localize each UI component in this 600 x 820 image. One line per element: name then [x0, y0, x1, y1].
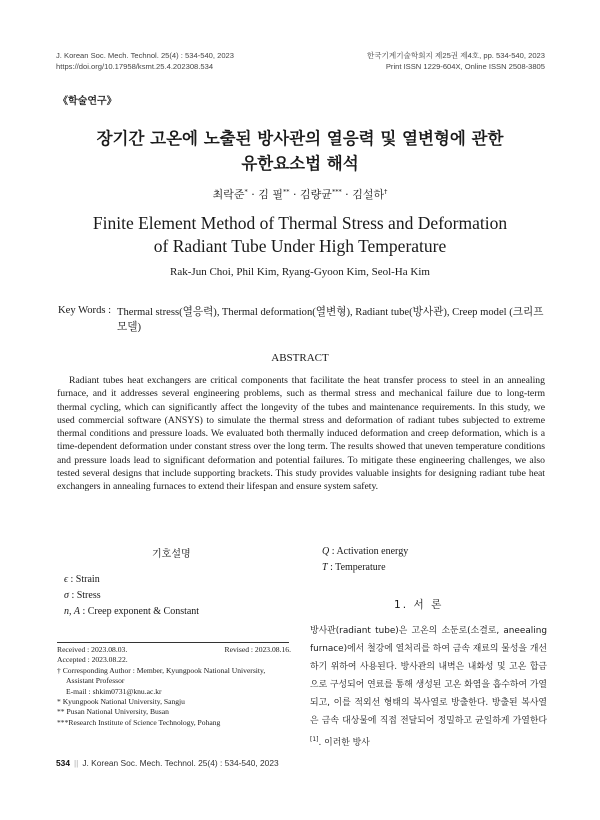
- author-mark: *: [244, 187, 248, 196]
- title-korean-line1: 장기간 고온에 노출된 방사관의 열응력 및 열변형에 관한: [96, 129, 504, 148]
- notation-description: : Stress: [71, 590, 101, 601]
- notation-description: : Creep exponent & Constant: [82, 606, 200, 617]
- author-separator: ·: [289, 188, 301, 201]
- notation-description: : Activation energy: [331, 546, 409, 557]
- title-english-line1: Finite Element Method of Thermal Stress and Deformation: [92, 213, 508, 233]
- page-footer: [56, 758, 279, 768]
- notation-symbol: Q: [322, 546, 330, 557]
- notation-item: [64, 573, 100, 586]
- notation-symbol: σ: [64, 590, 69, 601]
- corresponding-author: † Corresponding Author : Member, Kyungpook National University,: [57, 665, 266, 675]
- introduction-body: [310, 622, 547, 752]
- corresponding-email[interactable]: E-mail : shkim0731@knu.ac.kr: [66, 686, 162, 696]
- title-english-line2: of Radiant Tube Under High Temperature: [153, 236, 447, 256]
- keywords-text: Thermal stress(열응력), Thermal deformation(열변형), Radiant tube(방사관), Creep model (크리프모델): [117, 307, 544, 333]
- title-korean: [0, 126, 600, 176]
- doi-link[interactable]: https://doi.org/10.17958/ksmt.25.4.202308.534: [56, 62, 214, 71]
- notation-item: [64, 589, 101, 602]
- footer-journal: J. Korean Soc. Mech. Technol. 25(4) : 534-540, 2023: [82, 758, 279, 768]
- abstract-body: Radiant tubes heat exchangers are critical components that facilitate the heat transfer process to steel in an annealing furnace, and it addresses several engineering problems, such as thermal stress and mechanical failure due to long-term thermal cycling, which can significantly affect the longevity of the tubes and maintenance requirements. In this study, we used commercial software (ANSYS) to simulate the thermal stress and deformation of radiant tubes subjected to extreme thermal conditions and pressure loads. We evaluated both thermally induced deformation and creep deformation, which is a time-dependent deformation under constant stress over the long term. The results showed that uneven temperature conditions and pressure loads lead to significant deformation and potential failures. To mitigate these engineering challenges, we also tested several designs that include supporting brackets. This study provides valuable insights for designing radiant tube heat exchangers in annealing furnaces to extend their lifespan and ensure system safety.: [57, 375, 545, 493]
- footnotes: [57, 645, 291, 728]
- notation-description: : Temperature: [330, 562, 386, 573]
- footer-separator: ||: [73, 758, 79, 768]
- affiliation: ***Research Institute of Science Technology, Pohang: [57, 717, 221, 727]
- author-name: 김 필: [258, 188, 284, 201]
- notation-symbol: T: [322, 562, 328, 573]
- issn-info: Print ISSN 1229-604X, Online ISSN 2508-3805: [385, 62, 545, 71]
- footnote-divider: [57, 642, 289, 643]
- affiliation: ** Pusan National University, Busan: [57, 707, 169, 717]
- notation-description: : Strain: [70, 574, 100, 585]
- introduction-text: 방사관(radiant tube)은 고온의 소둔로(소결로, aneealing furnace)에서 철강에 열처리를 하여 금속 재료의 물성을 개선하기 위하여 사용된다. 방사관의 내벽은 내화성 및 고온 합금으로 구성되어 연료를 통해 생성된 고온 화염을 흡수하여 가열되고, 이를 적외선 형태의 복사열로 방출한다. 방출된 복사열은 금속 대상물에 직접 전달되어 정밀하고 균일하게 가열한다: [310, 626, 547, 727]
- author-mark: ***: [331, 187, 342, 196]
- title-korean-line2: 유한요소법 해석: [241, 154, 359, 173]
- notation-symbol: ϵ: [64, 574, 69, 585]
- running-header-right: [367, 50, 545, 72]
- notation-symbol: n, A: [64, 606, 80, 617]
- accepted-date: Accepted : 2023.08.22.: [57, 655, 128, 665]
- received-revised-row: [57, 645, 291, 655]
- notation-heading: 기호설명: [152, 549, 191, 560]
- author-name: 최락준: [212, 188, 245, 201]
- received-date: Received : 2023.08.03.: [57, 645, 128, 654]
- title-english: [0, 212, 600, 258]
- author-separator: ·: [247, 188, 259, 201]
- keywords-label: Key Words :: [58, 305, 112, 316]
- author-separator: ·: [341, 188, 353, 201]
- journal-citation: J. Korean Soc. Mech. Technol. 25(4) : 534-540, 2023: [56, 51, 234, 60]
- corresponding-author-position: Assistant Professor: [66, 676, 125, 686]
- authors-english: Rak-Jun Choi, Phil Kim, Ryang-Gyoon Kim, Seol-Ha Kim: [170, 266, 430, 278]
- author-mark: **: [283, 187, 290, 196]
- authors-korean: [0, 186, 600, 202]
- notation-item: [322, 545, 408, 558]
- author-name: 김량균: [300, 188, 332, 201]
- running-header-left: [56, 50, 234, 72]
- article-type-tag: 《학술연구》: [58, 96, 117, 107]
- revised-date: Revised : 2023.08.16.: [224, 645, 291, 654]
- author-mark: †: [384, 187, 388, 196]
- section-heading-introduction: 1. 서 론: [394, 599, 444, 611]
- abstract-heading: ABSTRACT: [271, 352, 329, 364]
- notation-item: [322, 561, 386, 574]
- notation-item: [64, 605, 199, 618]
- introduction-text-tail: . 이러한 방사: [318, 737, 370, 748]
- affiliation: * Kyungpook National University, Sangju: [57, 697, 185, 707]
- citation-ref[interactable]: [1]: [310, 735, 319, 743]
- author-name: 김설하: [352, 188, 385, 201]
- page-number: 534: [56, 758, 70, 768]
- journal-citation-korean: 한국기계기술학회지 제25권 제4호, pp. 534-540, 2023: [366, 51, 545, 60]
